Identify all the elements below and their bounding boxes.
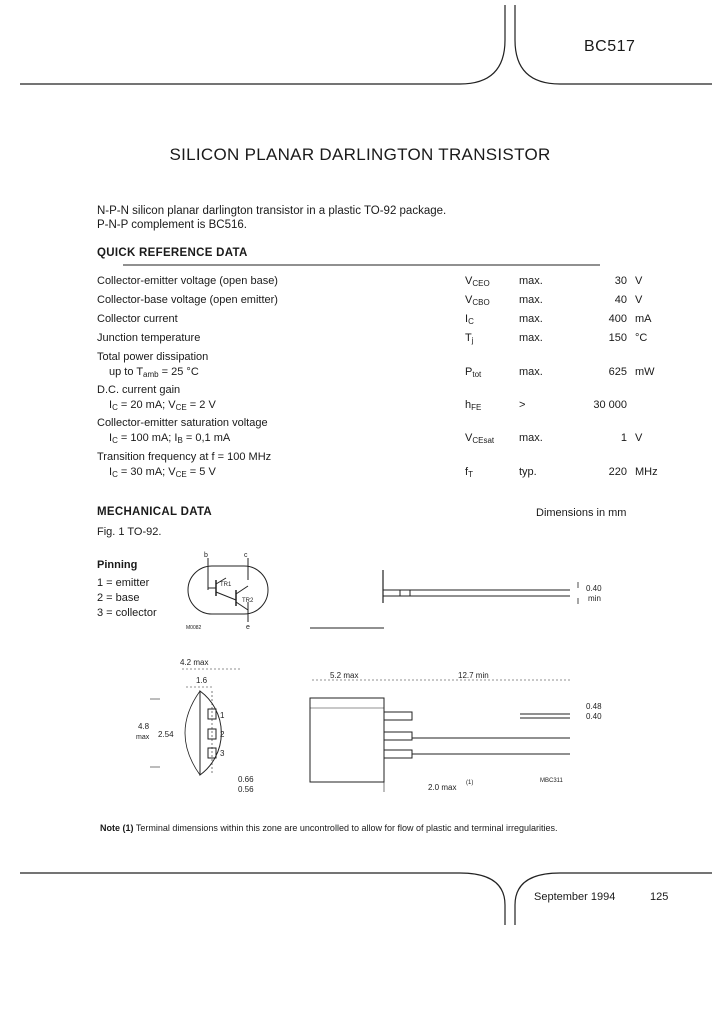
figure-caption: Fig. 1 TO-92. xyxy=(97,526,162,538)
qref-row-ptot: up to $T_{amb} = 25$ °C $P_{tot}$ max. 625 mW xyxy=(109,366,655,379)
qref-row-ft: $I_C = 30$ mA; $V_{CE} = 5$ V $f_T$ typ. 220 MHz xyxy=(109,466,658,479)
page-title: SILICON PLANAR DARLINGTON TRANSISTOR xyxy=(169,145,551,164)
qref-vcesat-param: Collector-emitter saturation voltage xyxy=(97,417,268,429)
qref-row-vcbo: Collector-base voltage (open emitter) $V_{CBO}$ max. 40 V xyxy=(97,294,643,307)
pin-3-label: 3 = collector xyxy=(97,607,157,619)
dim-52max-label: 5.2 max xyxy=(330,671,359,680)
dim-048-label: 0.48 xyxy=(586,702,602,711)
dim-040-label: 0.40 xyxy=(586,584,602,593)
symbol-e-label: e xyxy=(246,624,250,630)
qref-row-vcesat: $I_C = 100$ mA; $I_B = 0,1$ mA $V_{CEsat}$ max. 1 V xyxy=(109,432,643,445)
lead-elevation-diagram xyxy=(300,668,620,798)
qref-row-vceo: Collector-emitter voltage (open base) $V_{CEO}$ max. 30 V xyxy=(97,275,643,288)
qref-ptot-param: Total power dissipation xyxy=(97,351,209,363)
bottom-view-diagram xyxy=(130,655,270,795)
document-number: BC517 xyxy=(584,38,636,55)
dim-127min-label: 12.7 min xyxy=(458,671,489,680)
pin-1-number: 1 xyxy=(220,711,225,720)
footer-decoration xyxy=(0,855,720,925)
pin-3-number: 3 xyxy=(220,749,225,758)
symbol-c-label: c xyxy=(244,552,248,559)
terminal-note: Note (1) Terminal dimensions within this zone are uncontrolled to allow for flow of plastic and terminal irregularities. xyxy=(100,823,558,833)
qref-ft-param: Transition frequency at f = 100 MHz xyxy=(97,451,272,463)
figure-code-label: MBC311 xyxy=(540,778,563,784)
dim-min-label: min xyxy=(588,594,601,603)
quick-ref-rule xyxy=(0,262,720,268)
mechanical-data-heading: MECHANICAL DATA xyxy=(97,506,213,518)
qref-row-ic: Collector current $I_C$ max. 400 mA xyxy=(97,313,652,326)
pinning-heading: Pinning xyxy=(97,559,138,571)
dim-42max-label: 4.2 max xyxy=(180,658,209,667)
page-number: 125 xyxy=(650,891,669,903)
intro-line-2: P-N-P complement is BC516. xyxy=(97,219,247,231)
pin-1-label: 1 = emitter xyxy=(97,577,150,589)
dim-254-label: 2.54 xyxy=(158,730,174,739)
symbol-code-label: M0082 xyxy=(186,625,202,630)
tr1-label: TR1 xyxy=(220,582,232,588)
note-ref-label: (1) xyxy=(466,780,474,786)
qref-row-hfe: $I_C = 20$ mA; $V_{CE} = 2$ V $h_{FE}$ > 30 000 xyxy=(109,399,627,412)
dim-48-label: 4.8 xyxy=(138,722,150,731)
dimensions-note: Dimensions in mm xyxy=(536,507,627,519)
dim-040b-label: 0.40 xyxy=(586,712,602,721)
pin-2-number: 2 xyxy=(220,730,225,739)
dim-056-label: 0.56 xyxy=(238,785,254,794)
side-view-diagram xyxy=(300,560,620,635)
qref-row-tj: Junction temperature $T_j$ max. 150 °C xyxy=(97,332,648,345)
qref-hfe-param: D.C. current gain xyxy=(97,384,181,396)
dim-066-label: 0.66 xyxy=(238,775,254,784)
quick-reference-heading: QUICK REFERENCE DATA xyxy=(97,247,248,259)
dim-20max-label: 2.0 max xyxy=(428,783,457,792)
footer-date: September 1994 xyxy=(534,891,616,903)
pin-2-label: 2 = base xyxy=(97,592,140,604)
intro-line-1: N-P-N silicon planar darlington transistor in a plastic TO-92 package. xyxy=(97,205,447,217)
dim-16-label: 1.6 xyxy=(196,676,208,685)
tr2-label: TR2 xyxy=(242,598,254,604)
darlington-symbol-diagram xyxy=(180,550,290,630)
dim-max-label: max xyxy=(136,734,150,741)
symbol-b-label: b xyxy=(204,552,208,559)
